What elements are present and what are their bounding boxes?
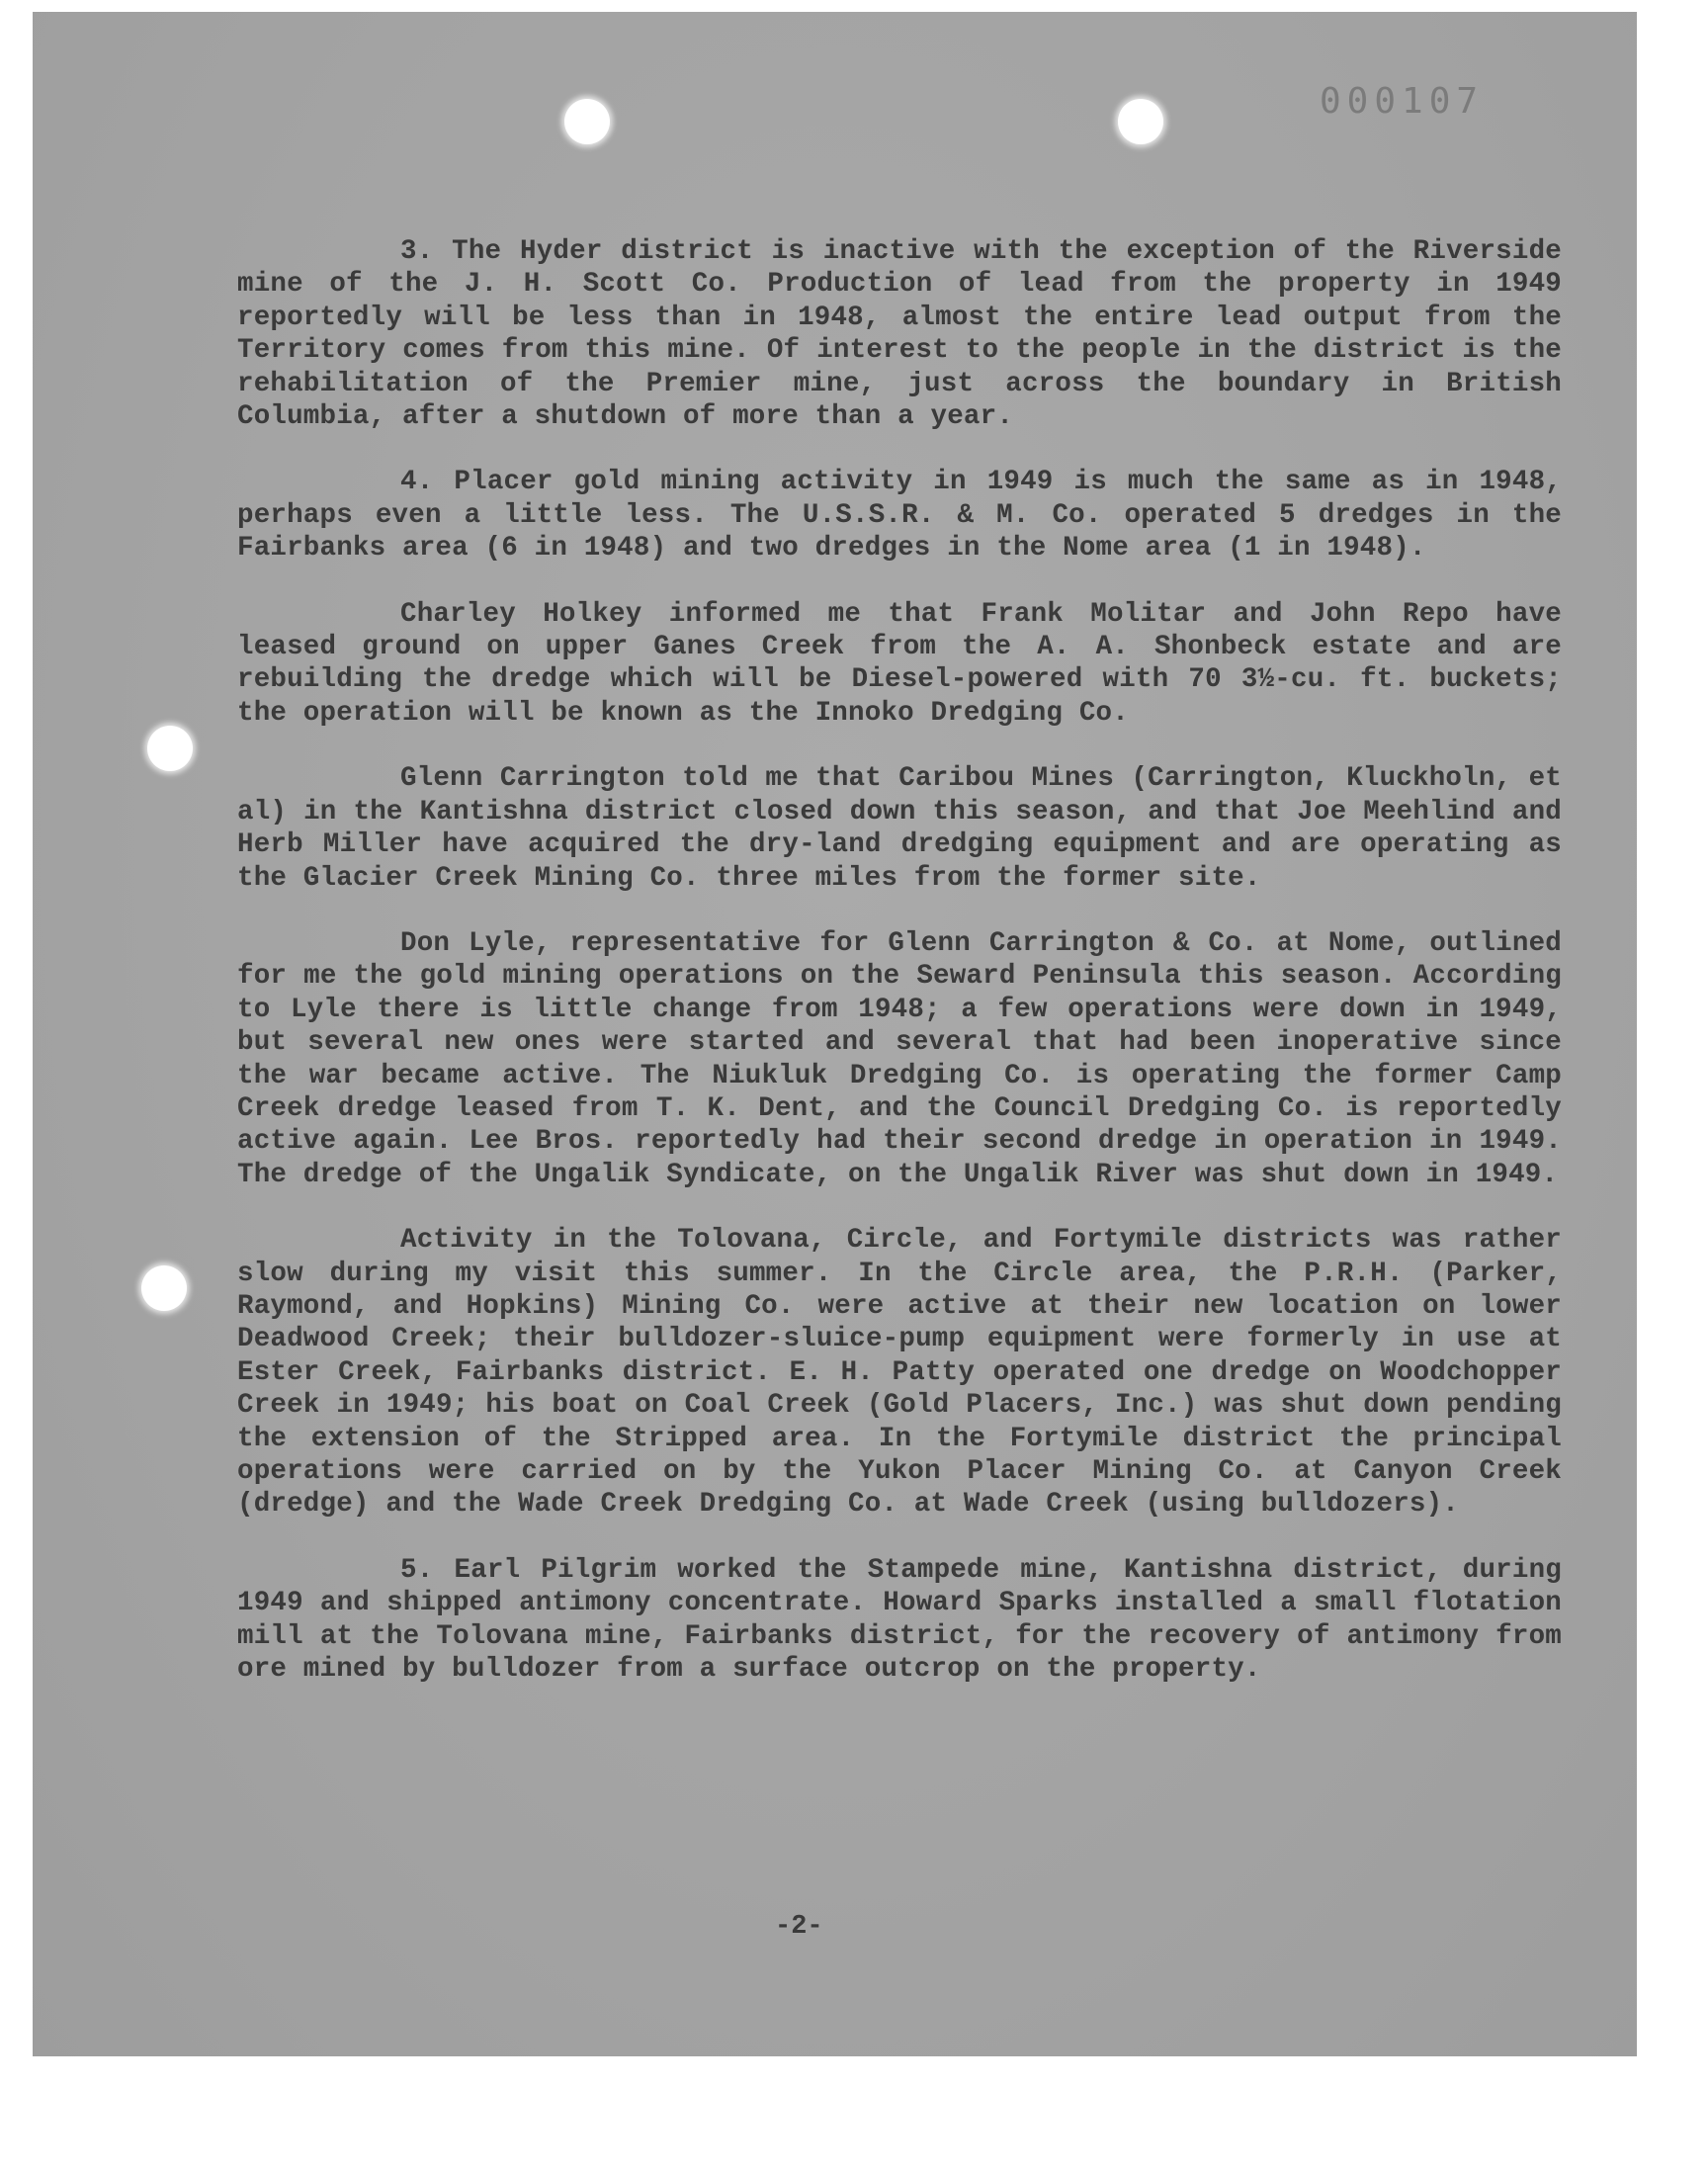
paragraph-caribou-mines: Glenn Carrington told me that Caribou Mines (Carrington, Kluckholn, et al) in the Kantishna district closed down this season, and that Joe Meehlind and Herb Miller have acquired the dry-land dredging equipment and are operating as the Glacier Creek Mining Co. three miles from the former site. — [237, 763, 1562, 894]
paragraph-antimony: 5. Earl Pilgrim worked the Stampede mine, Kantishna district, during 1949 and shipped antimony concentrate. Howard Sparks installed a small flotation mill at the Tolovana mine, Fairbanks district, for the recovery of antimony from ore mined by bulldozer from a surface outcrop on the property. — [237, 1554, 1562, 1686]
paragraph-seward-peninsula: Don Lyle, representative for Glenn Carrington & Co. at Nome, outlined for me the gold mining operations on the Seward Peninsula this season. According to Lyle there is little change from 1948; a few operations were down in 1949, but several new ones were started and several that had been inoperative since the war became active. The Niukluk Dredging Co. is operating the former Camp Creek dredge leased from T. K. Dent, and the Council Dredging Co. is reportedly active again. Lee Bros. reportedly had their second dredge in operation in 1949. The dredge of the Ungalik Syndicate, on the Ungalik River was shut down in 1949. — [237, 927, 1562, 1190]
paragraph-placer-gold: 4. Placer gold mining activity in 1949 is much the same as in 1948, perhaps even a little less. The U.S.S.R. & M. Co. operated 5 dredges in the Fairbanks area (6 in 1948) and two dredges in the Nome area (1 in 1948). — [237, 467, 1562, 565]
binder-hole — [1118, 99, 1163, 144]
page-number: -2- — [775, 1912, 823, 1942]
binder-hole — [147, 726, 193, 771]
paragraph-innoko-dredging: Charley Holkey informed me that Frank Molitar and John Repo have leased ground on upper Ganes Creek from the A. A. Shonbeck estate and are rebuilding the dredge which will be Diesel-powered with 70 3½-cu. ft. buckets; the operation will be known as the Innoko Dredging Co. — [237, 598, 1562, 729]
paragraph-tolovana-circle-fortymile: Activity in the Tolovana, Circle, and Fortymile districts was rather slow during my visit this summer. In the Circle area, the P.R.H. (Parker, Raymond, and Hopkins) Mining Co. were active at their new location on lower Deadwood Creek; their bulldozer-sluice-pump equipment were formerly in use at Ester Creek, Fairbanks district. E. H. Patty operated one dredge on Woodchopper Creek in 1949; his boat on Coal Creek (Gold Placers, Inc.) was shut down pending the extension of the Stripped area. In the Fortymile district the principal operations were carried on by the Yukon Placer Mining Co. at Canyon Creek (dredge) and the Wade Creek Dredging Co. at Wade Creek (using bulldozers). — [237, 1225, 1562, 1521]
document-body — [237, 235, 1562, 1718]
binder-hole — [141, 1265, 187, 1311]
document-number-stamp: 000107 — [1320, 81, 1485, 122]
binder-hole — [564, 99, 610, 144]
paragraph-hyder-district: 3. The Hyder district is inactive with the exception of the Riverside mine of the J. H. Scott Co. Production of lead from the property in 1949 reportedly will be less than in 1948, almost the entire lead output from the Territory comes from this mine. Of interest to the people in the district is the rehabilitation of the Premier mine, just across the boundary in British Columbia, after a shutdown of more than a year. — [237, 236, 1562, 433]
